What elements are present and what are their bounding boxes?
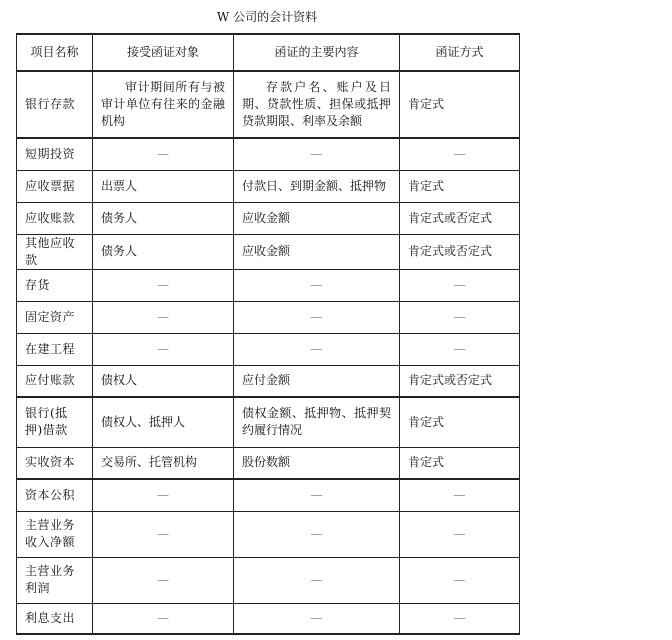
method-cell: — [400,511,520,557]
content-cell: — [234,301,400,333]
confirmee-cell: — [93,269,234,301]
confirmee-cell: — [93,333,234,365]
table-row [17,71,520,138]
confirmee-cell: — [93,138,234,170]
content-cell: 付款日、到期金额、抵押物 [234,170,400,202]
method-cell: — [400,138,520,170]
method-cell: 肯定式 [400,447,520,479]
method-cell: 肯定式 [400,170,520,202]
content-cell: — [234,269,400,301]
item-name-cell: 存货 [17,269,93,301]
method-cell: 肯定式或否定式 [400,202,520,234]
method-cell: — [400,557,520,603]
header-confirmee: 接受函证对象 [93,34,234,71]
item-name-cell: 资本公积 [17,479,93,511]
item-name-cell: 短期投资 [17,138,93,170]
item-name-cell: 应收票据 [17,170,93,202]
page-title: W 公司的会计资料 [216,10,318,24]
table-row [17,234,520,269]
method-cell: 肯定式或否定式 [400,365,520,397]
table-row [17,138,520,170]
method-cell: 肯定式 [400,71,520,138]
content-cell: — [234,138,400,170]
content-cell: 存款户名、账户及日期、贷款性质、担保或抵押贷款期限、利率及余额 [234,71,400,138]
table-row [17,170,520,202]
item-name-cell: 银行存款 [17,71,93,138]
content-cell: 股份数额 [234,447,400,479]
header-content: 函证的主要内容 [234,34,400,71]
item-name-cell: 在建工程 [17,333,93,365]
item-name-cell: 固定资产 [17,301,93,333]
table-row [17,397,520,447]
confirmee-cell: 债务人 [93,202,234,234]
confirmation-table [16,33,520,635]
confirmee-cell: 债务人 [93,234,234,269]
confirmee-cell: 出票人 [93,170,234,202]
item-name-cell: 应收账款 [17,202,93,234]
method-cell: — [400,301,520,333]
item-name-cell: 实收资本 [17,447,93,479]
item-name-cell: 应付账款 [17,365,93,397]
item-name-cell: 主营业务收入净额 [17,511,93,557]
method-cell: — [400,269,520,301]
content-cell: — [234,511,400,557]
table-row [17,202,520,234]
confirmee-cell: 债权人、抵押人 [93,397,234,447]
confirmee-cell: — [93,511,234,557]
header-row [17,34,520,71]
content-cell: — [234,479,400,511]
header-item-name: 项目名称 [17,34,93,71]
content-cell: — [234,603,400,634]
confirmee-cell: 交易所、托管机构 [93,447,234,479]
table-row [17,269,520,301]
table-row [17,603,520,634]
content-cell: 应收金额 [234,202,400,234]
confirmee-cell: — [93,301,234,333]
item-name-cell: 利息支出 [17,603,93,634]
content-cell: 应收金额 [234,234,400,269]
header-method: 函证方式 [400,34,520,71]
table-row [17,479,520,511]
item-name-cell: 主营业务利润 [17,557,93,603]
table-row [17,333,520,365]
table-row [17,365,520,397]
method-cell: — [400,333,520,365]
confirmee-cell: 债权人 [93,365,234,397]
table-row [17,511,520,557]
confirmee-cell: — [93,603,234,634]
confirmee-cell: — [93,557,234,603]
item-name-cell: 银行(抵押)借款 [17,397,93,447]
item-name-cell: 其他应收款 [17,234,93,269]
table-row [17,557,520,603]
content-cell: — [234,557,400,603]
method-cell: — [400,603,520,634]
method-cell: 肯定式或否定式 [400,234,520,269]
table-row [17,447,520,479]
content-cell: 应付金额 [234,365,400,397]
confirmee-cell: — [93,479,234,511]
content-cell: 债权金额、抵押物、抵押契约履行情况 [234,397,400,447]
method-cell: — [400,479,520,511]
method-cell: 肯定式 [400,397,520,447]
content-cell: — [234,333,400,365]
table-row [17,301,520,333]
confirmee-cell: 审计期间所有与被审计单位有往来的金融机构 [93,71,234,138]
